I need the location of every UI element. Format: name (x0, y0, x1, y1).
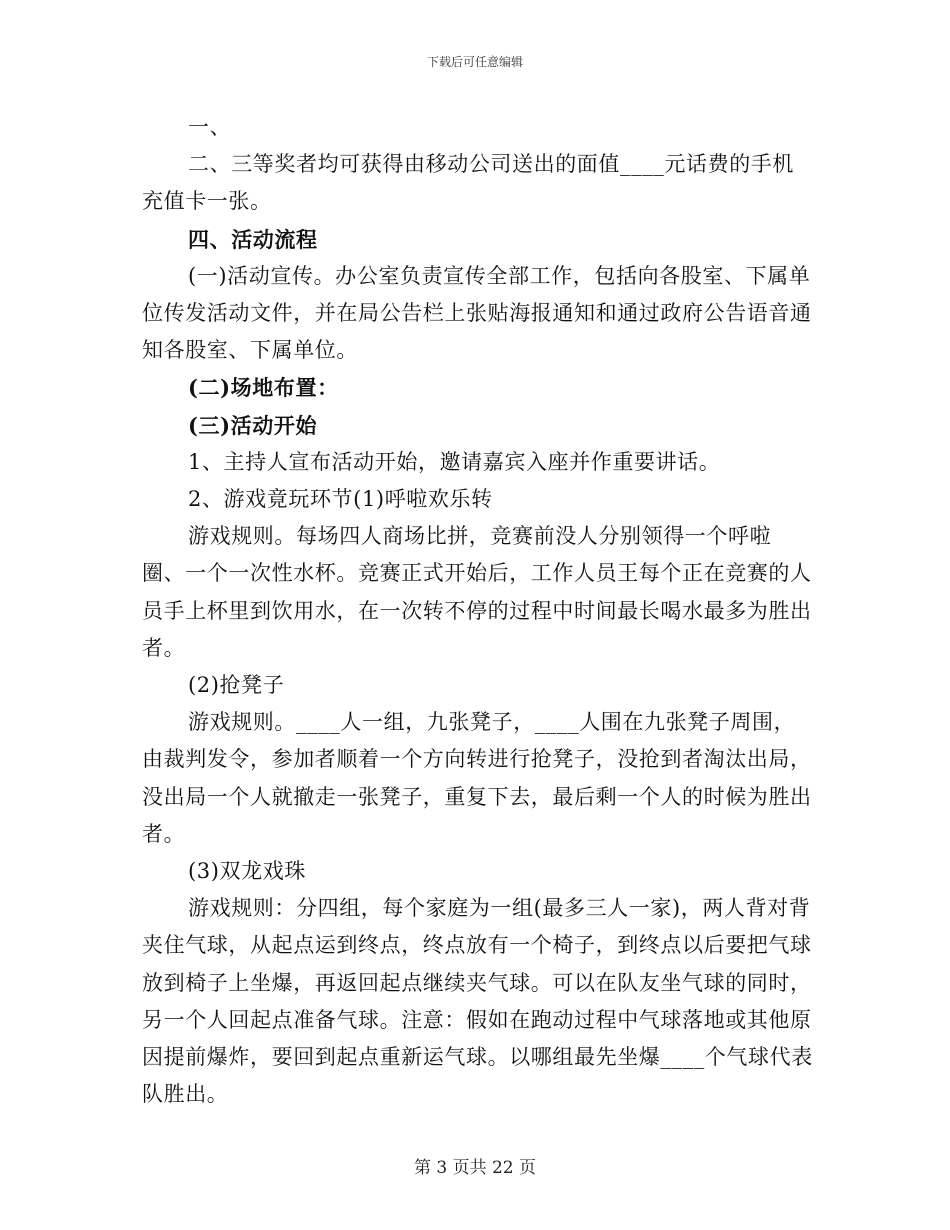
paragraph: 游戏规则：分四组，每个家庭为一组(最多三人一家)，两人背对背夹住气球，从起点运到终点，终点放有一个椅子，到终点以后要把气球放到椅子上坐爆，再返回起点继续夹气球。可以在队友坐气球的同时，另一个人回起点准备气球。注意：假如在跑动过程中气球落地或其他原因提前爆炸，要回到起点重新运气球。以哪组最先坐爆____个气球代表队胜出。 (142, 896, 813, 1107)
paragraph: 二、三等奖者均可获得由移动公司送出的面值____元话费的手机充值卡一张。 (142, 152, 794, 214)
paragraph: 游戏规则。每场四人商场比拼，竞赛前没人分别领得一个呼啦圈、一个一次性水杯。竞赛正式开始后，工作人员王每个正在竞赛的人员手上杯里到饮用水，在一次转不停的过程中时间最长喝水最多为胜出者。 (142, 524, 812, 660)
page-header: 下载后可任意编辑 (426, 55, 523, 69)
paragraph: (2)抢凳子 (188, 673, 285, 698)
paragraph: 游戏规则。____人一组，九张凳子，____人围在九张凳子周围，由裁判发令，参加者顺着一个方向转进行抢凳子，没抢到者淘汰出局，没出局一个人就撤走一张凳子，重复下去，最后剩一个人的时候为胜出者。 (142, 710, 812, 846)
section-heading: (三)活动开始 (188, 412, 318, 438)
paragraph: 一、 (188, 115, 232, 139)
document-body (142, 109, 814, 1113)
paragraph: (3)双龙戏珠 (188, 859, 306, 884)
page-footer: 第 3 页共 22 页 (413, 1158, 537, 1178)
section-heading: 四、活动流程 (188, 226, 318, 252)
paragraph: 2、游戏竟玩环节(1)呼啦欢乐转 (188, 487, 493, 512)
paragraph: 1、主持人宣布活动开始，邀请嘉宾入座并作重要讲话。 (188, 449, 721, 474)
paragraph: (一)活动宣传。办公室负责宣传全部工作，包括向各股室、下属单位传发活动文件，并在局公告栏上张贴海报通知和通过政府公告语音通知各股室、下属单位。 (142, 263, 812, 363)
section-heading: (二)场地布置： (188, 375, 339, 401)
